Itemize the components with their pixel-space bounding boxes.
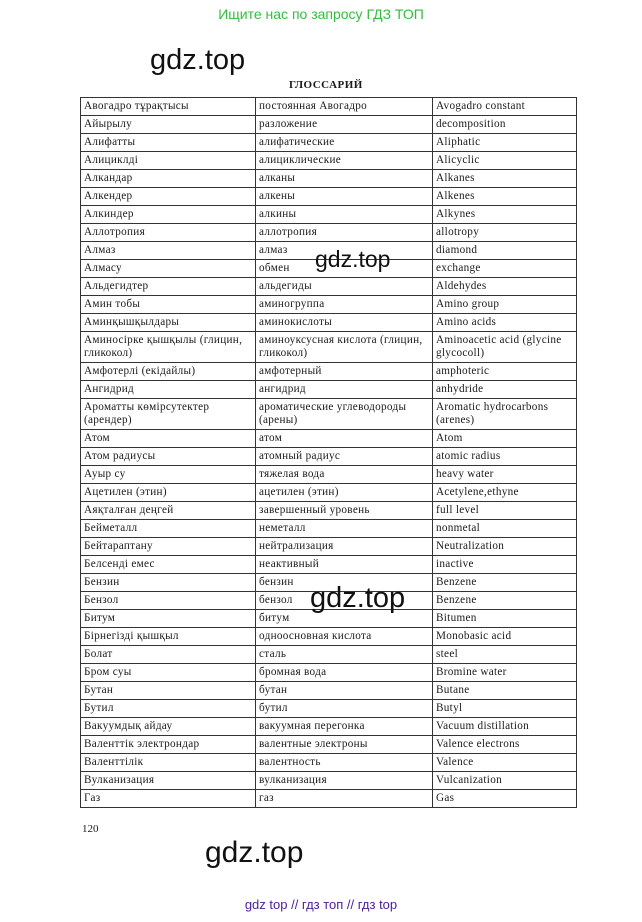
glossary-row	[81, 700, 577, 718]
term-kazakh: Болат	[81, 646, 256, 664]
glossary-row	[81, 296, 577, 314]
term-russian: аллотропия	[256, 224, 433, 242]
term-english: Benzene	[433, 574, 577, 592]
term-russian: битум	[256, 610, 433, 628]
term-english: exchange	[433, 260, 577, 278]
glossary-row	[81, 736, 577, 754]
term-english: Butyl	[433, 700, 577, 718]
top-banner[interactable]: Ищите нас по запросу ГДЗ ТОП	[218, 6, 424, 22]
glossary-row	[81, 332, 577, 363]
term-english: Vacuum distillation	[433, 718, 577, 736]
term-kazakh: Амин тобы	[81, 296, 256, 314]
term-english: Alkynes	[433, 206, 577, 224]
glossary-row	[81, 116, 577, 134]
term-russian: бутан	[256, 682, 433, 700]
term-kazakh: Бутан	[81, 682, 256, 700]
term-russian: амфотерный	[256, 363, 433, 381]
glossary-row	[81, 790, 577, 808]
term-russian: вулканизация	[256, 772, 433, 790]
glossary-row	[81, 628, 577, 646]
term-russian: валентность	[256, 754, 433, 772]
glossary-table	[80, 97, 577, 808]
term-russian: альдегиды	[256, 278, 433, 296]
glossary-row	[81, 206, 577, 224]
term-kazakh: Белсенді емес	[81, 556, 256, 574]
term-kazakh: Ацетилен (этин)	[81, 484, 256, 502]
term-english: Amino group	[433, 296, 577, 314]
term-russian: атомный радиус	[256, 448, 433, 466]
term-english: allotropy	[433, 224, 577, 242]
term-kazakh: Бензин	[81, 574, 256, 592]
glossary-row	[81, 98, 577, 116]
term-kazakh: Амфотерлі (екідайлы)	[81, 363, 256, 381]
term-english: heavy water	[433, 466, 577, 484]
term-kazakh: Алмасу	[81, 260, 256, 278]
page-number: 120	[82, 823, 99, 835]
term-russian: тяжелая вода	[256, 466, 433, 484]
glossary-row	[81, 502, 577, 520]
glossary-row	[81, 224, 577, 242]
term-kazakh: Айырылу	[81, 116, 256, 134]
glossary-row	[81, 399, 577, 430]
term-russian: завершенный уровень	[256, 502, 433, 520]
term-english: Valence electrons	[433, 736, 577, 754]
glossary-row	[81, 363, 577, 381]
term-russian: атом	[256, 430, 433, 448]
term-kazakh: Алициклді	[81, 152, 256, 170]
glossary-row	[81, 152, 577, 170]
term-english: anhydride	[433, 381, 577, 399]
term-english: Avogadro constant	[433, 98, 577, 116]
term-kazakh: Атом радиусы	[81, 448, 256, 466]
term-english: Aldehydes	[433, 278, 577, 296]
term-kazakh: Алкандар	[81, 170, 256, 188]
term-english: Atom	[433, 430, 577, 448]
glossary-row	[81, 448, 577, 466]
term-english: diamond	[433, 242, 577, 260]
term-english: Aminoacetic acid (glycine glycocoll)	[433, 332, 577, 363]
term-kazakh: Бірнегізді қышқыл	[81, 628, 256, 646]
term-english: Bitumen	[433, 610, 577, 628]
term-kazakh: Бейметалл	[81, 520, 256, 538]
term-kazakh: Аминосірке қышқылы (глицин, гликокол)	[81, 332, 256, 363]
term-russian: алканы	[256, 170, 433, 188]
glossary-row	[81, 484, 577, 502]
term-russian: аминокислоты	[256, 314, 433, 332]
term-russian: одноосновная кислота	[256, 628, 433, 646]
term-kazakh: Битум	[81, 610, 256, 628]
term-english: nonmetal	[433, 520, 577, 538]
term-english: Monobasic acid	[433, 628, 577, 646]
term-russian: неактивный	[256, 556, 433, 574]
term-english: Neutralization	[433, 538, 577, 556]
term-russian: бензин	[256, 574, 433, 592]
glossary-body	[81, 98, 577, 808]
term-english: Alicyclic	[433, 152, 577, 170]
term-russian: ацетилен (этин)	[256, 484, 433, 502]
term-english: Aromatic hydrocarbons (arenes)	[433, 399, 577, 430]
glossary-row	[81, 556, 577, 574]
term-kazakh: Бром суы	[81, 664, 256, 682]
term-english: Gas	[433, 790, 577, 808]
footer-links[interactable]: gdz top // гдз топ // гдз top	[244, 897, 398, 912]
glossary-row	[81, 430, 577, 448]
term-kazakh: Валенттілік	[81, 754, 256, 772]
term-english: Alkanes	[433, 170, 577, 188]
term-kazakh: Алифатты	[81, 134, 256, 152]
term-kazakh: Алкиндер	[81, 206, 256, 224]
glossary-title: ГЛОССАРИЙ	[289, 79, 363, 91]
term-english: Butane	[433, 682, 577, 700]
term-kazakh: Ароматты көмірсутектер (арендер)	[81, 399, 256, 430]
glossary-row	[81, 772, 577, 790]
term-kazakh: Аяқталған деңгей	[81, 502, 256, 520]
term-kazakh: Алмаз	[81, 242, 256, 260]
watermark: gdz.top	[310, 582, 406, 614]
term-kazakh: Газ	[81, 790, 256, 808]
term-russian: алифатические	[256, 134, 433, 152]
glossary-row	[81, 466, 577, 484]
glossary-row	[81, 134, 577, 152]
term-russian: обмен	[256, 260, 433, 278]
term-russian: ароматические углеводороды (арены)	[256, 399, 433, 430]
term-english: Valence	[433, 754, 577, 772]
glossary-row	[81, 682, 577, 700]
term-kazakh: Алкендер	[81, 188, 256, 206]
term-kazakh: Бутил	[81, 700, 256, 718]
term-english: atomic radius	[433, 448, 577, 466]
watermark: gdz.top	[205, 836, 304, 869]
term-kazakh: Аллотропия	[81, 224, 256, 242]
term-english: full level	[433, 502, 577, 520]
term-kazakh: Бейтараптану	[81, 538, 256, 556]
term-kazakh: Атом	[81, 430, 256, 448]
term-kazakh: Авогадро тұрақтысы	[81, 98, 256, 116]
term-kazakh: Валенттік электрондар	[81, 736, 256, 754]
term-russian: вакуумная перегонка	[256, 718, 433, 736]
term-english: Alkenes	[433, 188, 577, 206]
term-english: Bromine water	[433, 664, 577, 682]
glossary-row	[81, 170, 577, 188]
glossary-row	[81, 718, 577, 736]
term-russian: аминоуксусная кислота (глицин, гликокол)	[256, 332, 433, 363]
term-russian: ангидрид	[256, 381, 433, 399]
term-english: Acetylene,ethyne	[433, 484, 577, 502]
watermark: gdz.top	[150, 44, 246, 76]
glossary-row	[81, 278, 577, 296]
term-russian: газ	[256, 790, 433, 808]
term-kazakh: Вулканизация	[81, 772, 256, 790]
term-russian: постоянная Авогадро	[256, 98, 433, 116]
term-russian: бензол	[256, 592, 433, 610]
glossary-row	[81, 314, 577, 332]
glossary-row	[81, 381, 577, 399]
term-russian: алкины	[256, 206, 433, 224]
term-kazakh: Ангидрид	[81, 381, 256, 399]
term-english: Vulcanization	[433, 772, 577, 790]
glossary-row	[81, 538, 577, 556]
term-english: Amino acids	[433, 314, 577, 332]
term-russian: неметалл	[256, 520, 433, 538]
term-english: Benzene	[433, 592, 577, 610]
watermark: gdz.top	[315, 246, 391, 272]
term-kazakh: Альдегидтер	[81, 278, 256, 296]
term-english: inactive	[433, 556, 577, 574]
term-russian: валентные электроны	[256, 736, 433, 754]
term-russian: алмаз	[256, 242, 433, 260]
term-english: amphoteric	[433, 363, 577, 381]
term-english: Aliphatic	[433, 134, 577, 152]
term-russian: сталь	[256, 646, 433, 664]
glossary-row	[81, 646, 577, 664]
glossary-row	[81, 188, 577, 206]
term-russian: алициклические	[256, 152, 433, 170]
term-english: decomposition	[433, 116, 577, 134]
term-kazakh: Вакуумдық айдау	[81, 718, 256, 736]
term-kazakh: Бензол	[81, 592, 256, 610]
glossary-row	[81, 754, 577, 772]
term-kazakh: Аминқышқылдары	[81, 314, 256, 332]
term-russian: аминогруппа	[256, 296, 433, 314]
glossary-row	[81, 664, 577, 682]
term-kazakh: Ауыр су	[81, 466, 256, 484]
term-russian: бромная вода	[256, 664, 433, 682]
term-russian: нейтрализация	[256, 538, 433, 556]
term-english: steel	[433, 646, 577, 664]
term-russian: разложение	[256, 116, 433, 134]
term-russian: бутил	[256, 700, 433, 718]
term-russian: алкены	[256, 188, 433, 206]
glossary-row	[81, 520, 577, 538]
